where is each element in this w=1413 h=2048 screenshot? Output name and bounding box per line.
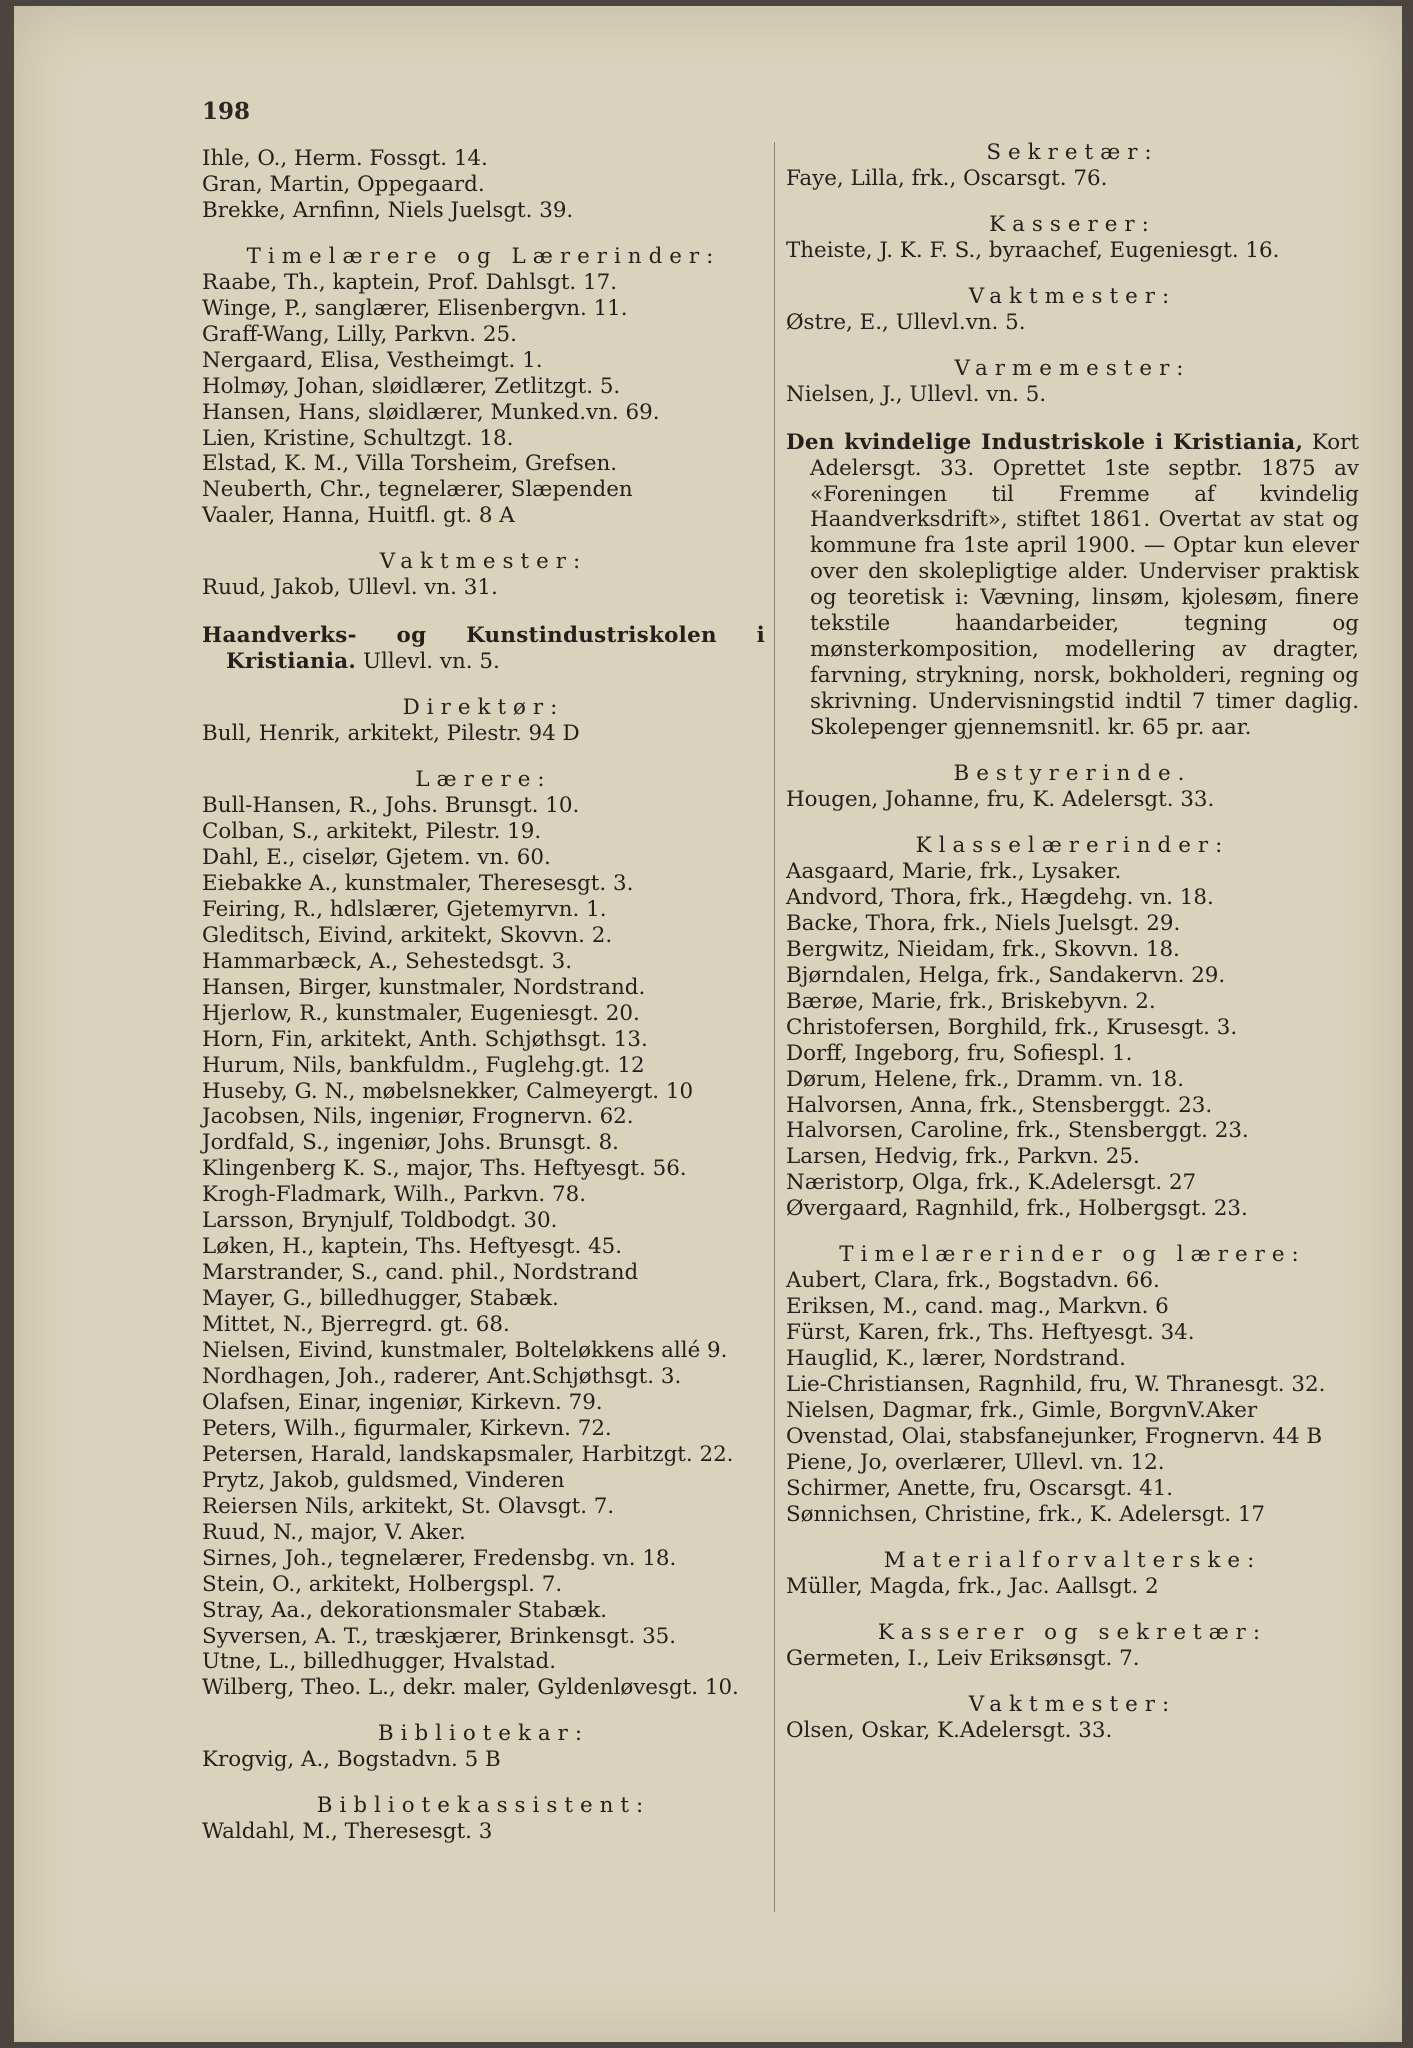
directory-entry: Müller, Magda, frk., Jac. Aallsgt. 2 bbox=[786, 1573, 1159, 1599]
directory-entry: Utne, L., billedhugger, Hvalstad. bbox=[202, 1649, 557, 1675]
section-heading: Bestyrerinde. bbox=[953, 761, 1192, 787]
directory-entry: Vaaler, Hanna, Huitfl. gt. 8 A bbox=[202, 503, 515, 529]
directory-entry: Eriksen, M., cand. mag., Markvn. 6 bbox=[786, 1294, 1169, 1320]
directory-entry: Faye, Lilla, frk., Oscarsgt. 76. bbox=[786, 165, 1108, 191]
directory-entry: Dørum, Helene, frk., Dramm. vn. 18. bbox=[786, 1066, 1185, 1092]
directory-entry: Gleditsch, Eivind, arkitekt, Skovvn. 2. bbox=[202, 922, 613, 948]
directory-entry: Gran, Martin, Oppegaard. bbox=[202, 171, 485, 197]
directory-entry: Nergaard, Elisa, Vestheimgt. 1. bbox=[202, 347, 543, 373]
directory-entry: Huseby, G. N., møbelsnekker, Calmeyergt. 10 bbox=[202, 1078, 694, 1104]
directory-entry: Hammarbæck, A., Sehestedsgt. 3. bbox=[202, 948, 573, 974]
directory-entry: Backe, Thora, frk., Niels Juelsgt. 29. bbox=[786, 910, 1181, 936]
section-heading: Varmemester: bbox=[954, 355, 1191, 381]
directory-entry: Krogh-Fladmark, Wilh., Parkvn. 78. bbox=[202, 1182, 587, 1208]
directory-entry: Larsson, Brynjulf, Toldbodgt. 30. bbox=[202, 1208, 558, 1234]
directory-entry: Hansen, Birger, kunstmaler, Nordstrand. bbox=[202, 974, 646, 1000]
directory-entry: Reiersen Nils, arkitekt, St. Olavsgt. 7. bbox=[202, 1493, 615, 1519]
directory-entry: Neuberth, Chr., tegnelærer, Slæpenden bbox=[202, 477, 633, 503]
directory-entry: Larsen, Hedvig, frk., Parkvn. 25. bbox=[786, 1144, 1140, 1170]
directory-entry: Dahl, E., ciselør, Gjetem. vn. 60. bbox=[202, 844, 551, 870]
directory-entry: Næristorp, Olga, frk., K.Adelersgt. 27 bbox=[786, 1170, 1197, 1196]
directory-entry: Nielsen, Eivind, kunstmaler, Bolteløkkens allé 9. bbox=[202, 1338, 728, 1364]
section-heading: Vaktmester: bbox=[968, 283, 1177, 309]
section-heading: Kasserer: bbox=[989, 211, 1156, 237]
section-heading: Bibliotekassistent: bbox=[316, 1793, 651, 1819]
directory-entry: Feiring, R., hdlslærer, Gjetemyrvn. 1. bbox=[202, 896, 607, 922]
directory-entry: Jordfald, S., ingeniør, Johs. Brunsgt. 8. bbox=[202, 1130, 619, 1156]
directory-entry: Mittet, N., Bjerregrd. gt. 68. bbox=[202, 1312, 510, 1338]
directory-entry: Ruud, Jakob, Ullevl. vn. 31. bbox=[202, 575, 498, 601]
directory-entry: Nielsen, J., Ullevl. vn. 5. bbox=[786, 381, 1047, 407]
directory-entry: Bjørndalen, Helga, frk., Sandakervn. 29. bbox=[786, 962, 1226, 988]
directory-entry: Jacobsen, Nils, ingeniør, Frognervn. 62. bbox=[202, 1104, 634, 1130]
directory-entry: Dorff, Ingeborg, fru, Sofiespl. 1. bbox=[786, 1040, 1133, 1066]
directory-entry: Hjerlow, R., kunstmaler, Eugeniesgt. 20. bbox=[202, 1000, 640, 1026]
directory-entry: Halvorsen, Caroline, frk., Stensberggt. 23. bbox=[786, 1118, 1249, 1144]
section-heading: Bibliotekar: bbox=[377, 1721, 590, 1747]
directory-entry: Hougen, Johanne, fru, K. Adelersgt. 33. bbox=[786, 787, 1215, 813]
section-heading: Vaktmester: bbox=[379, 549, 588, 575]
directory-entry: Fürst, Karen, frk., Ths. Heftyesgt. 34. bbox=[786, 1320, 1195, 1346]
directory-entry: Olsen, Oskar, K.Adelersgt. 33. bbox=[786, 1717, 1113, 1743]
directory-entry: Graff-Wang, Lilly, Parkvn. 25. bbox=[202, 321, 517, 347]
directory-entry: Theiste, J. K. F. S., byraachef, Eugeniesgt. 16. bbox=[786, 237, 1280, 263]
section-heading: Lærere: bbox=[415, 767, 552, 793]
directory-entry: Sønnichsen, Christine, frk., K. Adelersgt. 17 bbox=[786, 1501, 1266, 1527]
directory-entry: Lien, Kristine, Schultzgt. 18. bbox=[202, 425, 514, 451]
directory-entry: Øvergaard, Ragnhild, frk., Holbergsgt. 23. bbox=[786, 1196, 1248, 1222]
directory-entry: Lie-Christiansen, Ragnhild, fru, W. Thranesgt. 32. bbox=[786, 1372, 1326, 1398]
directory-entry: Bull-Hansen, R., Johs. Brunsgt. 10. bbox=[202, 793, 580, 819]
directory-entry: Nordhagen, Joh., raderer, Ant.Schjøthsgt. 3. bbox=[202, 1363, 682, 1389]
institution-entry: Haandverks- og Kunstindustriskolen i Kristiania. Ullevl. vn. 5. bbox=[202, 623, 765, 675]
institution-entry: Den kvindelige Industriskole i Kristiania, Kort Adelersgt. 33. Oprettet 1ste septbr. 1875 av «Foreningen til Fremme af kvindelig Haandverksdrift», stiftet 1861. Overtat av stat og kommune fra 1ste april 1900. — Optar kun elever over den skolepligtige alder. Underviser praktisk og teoretisk i: Vævning, linsøm, kjolesøm, finere tekstile haandarbeider, tegning og mønsterkomposition, modellering av dragter, farvning, strykning, norsk, bokholderi, regning og skrivning. Undervisningstid indtil 7 timer daglig. Skolepenger gjennemsnitl. kr. 65 pr. aar. bbox=[786, 429, 1360, 741]
directory-entry: Aasgaard, Marie, frk., Lysaker. bbox=[786, 858, 1122, 884]
institution-name: Den kvindelige Industriskole i Kristiania, bbox=[786, 429, 1304, 455]
institution-name: Haandverks- og Kunstindustriskolen i Kristiania. bbox=[202, 623, 765, 675]
directory-entry: Bull, Henrik, arkitekt, Pilestr. 94 D bbox=[202, 721, 580, 747]
directory-entry: Wilberg, Theo. L., dekr. maler, Gyldenløvesgt. 10. bbox=[202, 1675, 739, 1701]
directory-entry: Ihle, O., Herm. Fossgt. 14. bbox=[202, 146, 488, 171]
directory-entry: Stein, O., arkitekt, Holbergspl. 7. bbox=[202, 1571, 563, 1597]
directory-entry: Winge, P., sanglærer, Elisenbergvn. 11. bbox=[202, 295, 628, 321]
section-heading: Timelærerinder og lærere: bbox=[839, 1242, 1306, 1268]
section-heading: Timelærere og Lærerinder: bbox=[246, 243, 721, 269]
directory-entry: Ovenstad, Olai, stabsfanejunker, Frognervn. 44 B bbox=[786, 1423, 1323, 1449]
directory-entry: Holmøy, Johan, sløidlærer, Zetlitzgt. 5. bbox=[202, 373, 621, 399]
directory-entry: Bærøe, Marie, frk., Briskebyvn. 2. bbox=[786, 988, 1156, 1014]
directory-entry: Eiebakke A., kunstmaler, Theresesgt. 3. bbox=[202, 870, 634, 896]
directory-entry: Peters, Wilh., figurmaler, Kirkevn. 72. bbox=[202, 1415, 612, 1441]
directory-entry: Colban, S., arkitekt, Pilestr. 19. bbox=[202, 818, 542, 844]
section-heading: Sekretær: bbox=[986, 140, 1159, 165]
page-number: 198 bbox=[202, 98, 251, 125]
directory-entry: Elstad, K. M., Villa Torsheim, Grefsen. bbox=[202, 451, 618, 477]
directory-entry: Nielsen, Dagmar, frk., Gimle, BorgvnV.Aker bbox=[786, 1397, 1258, 1423]
directory-entry: Marstrander, S., cand. phil., Nordstrand bbox=[202, 1260, 639, 1286]
directory-entry: Piene, Jo, overlærer, Ullevl. vn. 12. bbox=[786, 1449, 1165, 1475]
section-heading: Direktør: bbox=[402, 695, 565, 721]
directory-entry: Prytz, Jakob, guldsmed, Vinderen bbox=[202, 1467, 565, 1493]
section-heading: Klasselærerinder: bbox=[915, 832, 1230, 858]
directory-page bbox=[14, 6, 1402, 2042]
section-heading: Vaktmester: bbox=[968, 1691, 1177, 1717]
directory-entry: Hurum, Nils, bankfuldm., Fuglehg.gt. 12 bbox=[202, 1052, 645, 1078]
section-heading: Materialforvalterske: bbox=[883, 1547, 1262, 1573]
directory-entry: Østre, E., Ullevl.vn. 5. bbox=[786, 309, 1026, 335]
directory-entry: Hauglid, K., lærer, Nordstrand. bbox=[786, 1346, 1126, 1372]
directory-entry: Christofersen, Borghild, frk., Krusesgt. 3. bbox=[786, 1014, 1238, 1040]
directory-entry: Ruud, N., major, V. Aker. bbox=[202, 1519, 466, 1545]
directory-entry: Mayer, G., billedhugger, Stabæk. bbox=[202, 1286, 559, 1312]
directory-entry: Andvord, Thora, frk., Hægdehg. vn. 18. bbox=[786, 884, 1214, 910]
directory-entry: Brekke, Arnfinn, Niels Juelsgt. 39. bbox=[202, 197, 574, 223]
directory-entry: Klingenberg K. S., major, Ths. Heftyesgt. 56. bbox=[202, 1156, 687, 1182]
section-heading: Kasserer og sekretær: bbox=[877, 1619, 1268, 1645]
directory-entry: Bergwitz, Nieidam, frk., Skovvn. 18. bbox=[786, 936, 1180, 962]
directory-entry: Petersen, Harald, landskapsmaler, Harbitzgt. 22. bbox=[202, 1441, 734, 1467]
directory-entry: Waldahl, M., Theresesgt. 3 bbox=[202, 1819, 493, 1845]
left-column bbox=[202, 146, 765, 1845]
directory-entry: Aubert, Clara, frk., Bogstadvn. 66. bbox=[786, 1268, 1160, 1294]
directory-entry: Stray, Aa., dekorationsmaler Stabæk. bbox=[202, 1597, 608, 1623]
directory-entry: Sirnes, Joh., tegnelærer, Fredensbg. vn. 18. bbox=[202, 1545, 677, 1571]
right-column bbox=[786, 140, 1359, 1743]
directory-entry: Krogvig, A., Bogstadvn. 5 B bbox=[202, 1747, 501, 1773]
directory-entry: Raabe, Th., kaptein, Prof. Dahlsgt. 17. bbox=[202, 269, 618, 295]
directory-entry: Halvorsen, Anna, frk., Stensberggt. 23. bbox=[786, 1092, 1213, 1118]
directory-entry: Hansen, Hans, sløidlærer, Munked.vn. 69. bbox=[202, 399, 660, 425]
directory-entry: Olafsen, Einar, ingeniør, Kirkevn. 79. bbox=[202, 1389, 603, 1415]
directory-entry: Germeten, I., Leiv Eriksønsgt. 7. bbox=[786, 1645, 1140, 1671]
column-divider bbox=[774, 142, 775, 1912]
directory-entry: Horn, Fin, arkitekt, Anth. Schjøthsgt. 13. bbox=[202, 1026, 648, 1052]
directory-entry: Syversen, A. T., træskjærer, Brinkensgt. 35. bbox=[202, 1623, 677, 1649]
directory-entry: Løken, H., kaptein, Ths. Heftyesgt. 45. bbox=[202, 1234, 623, 1260]
directory-entry: Schirmer, Anette, fru, Oscarsgt. 41. bbox=[786, 1475, 1174, 1501]
